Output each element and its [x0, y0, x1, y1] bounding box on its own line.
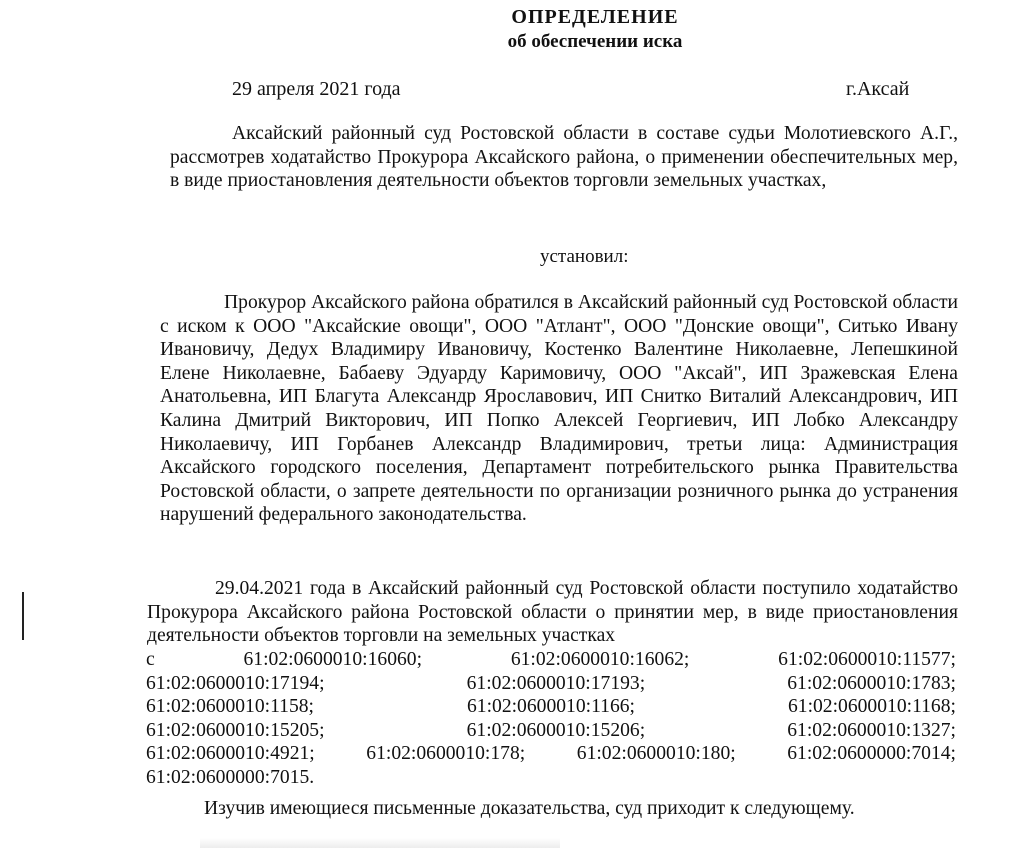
parcel-number: 61:02:0600010:17194;: [146, 672, 325, 694]
parcel-number: 61:02:0600010:16060;: [243, 649, 423, 670]
parcel-number: 61:02:0600010:1166;: [466, 696, 635, 718]
document-subtitle: об обеспечении иска: [507, 31, 683, 52]
document-date: 29 апреля 2021 года: [232, 78, 401, 100]
parcel-list: [146, 648, 956, 790]
parcel-number: 61:02:0600010:11577;: [778, 649, 956, 670]
parcel-row: [146, 695, 956, 719]
parcel-row: [146, 742, 956, 766]
parcel-number: 61:02:0600010:1168;: [787, 696, 956, 718]
paragraph-motion: 29.04.2021 года в Аксайский районный суд Ростовской области поступило ходатайство Прокурора Аксайского района Ростовской области о принятии мер, в виде приостановления деятельности объектов торговли на земельных участках: [147, 578, 958, 647]
paragraph-claim: Прокурор Аксайского района обратился в Аксайский районный суд Ростовской области с иском к ООО "Аксайские овощи", ООО "Атлант", ООО "Донские овощи", Ситько Ивану Ивановичу, Дедух Владимиру Ивановичу, Костенко Валентине Николаевне, Лепешкиной Елене Николаевне, Бабаеву Эдуарду Каримовичу, ООО "Аксай", ИП Зражевская Елена Анатольевна, ИП Благута Александр Ярославович, ИП Снитко Виталий Александрович, ИП Калина Дмитрий Викторович, ИП Попко Алексей Георгиевич, ИП Лобко Александру Николаевичу, ИП Горбанев Александр Владимирович, третьи лица: Администрация Аксайского городского поселения, Департамент потребительского рынка Правительства Ростовской области, о запрете деятельности по организации розничного рынка до устранения нарушений федерального законодательства.: [160, 292, 958, 526]
parcel-row: [146, 648, 956, 672]
document-title: ОПРЕДЕЛЕНИЕ: [511, 6, 679, 28]
parcel-number: 61:02:0600010:15206;: [466, 719, 646, 741]
parcel-prefix: с: [146, 649, 155, 670]
margin-mark: [22, 592, 24, 640]
parcel-number: 61:02:0600010:4921;: [146, 743, 315, 765]
parcel-number: 61:02:0600010:16062;: [510, 649, 690, 670]
parcel-number: 61:02:0600000:7014;: [787, 743, 956, 765]
paragraph-intro: Аксайский районный суд Ростовской области в составе судьи Молотиевского А.Г., рассмотрев ходатайство Прокурора Аксайского района, о применении обеспечительных мер, в виде приостановления деятельности объектов торговли земельных участках,: [170, 123, 958, 192]
parcel-number: 61:02:0600010:180;: [576, 743, 736, 765]
parcel-row: [146, 766, 956, 790]
section-heading: установил:: [540, 246, 629, 267]
parcel-row: [146, 672, 956, 696]
parcel-number: 61:02:0600000:7015.: [146, 766, 315, 788]
parcel-number: 61:02:0600010:1783;: [787, 672, 956, 694]
parcel-number: 61:02:0600010:178;: [366, 743, 526, 765]
parcel-number: 61:02:0600010:17193;: [466, 672, 646, 694]
parcel-number: 61:02:0600010:1158;: [146, 696, 315, 718]
parcel-row: [146, 719, 956, 743]
parcel-number: 61:02:0600010:1327;: [787, 719, 956, 741]
document-city: г.Аксай: [846, 78, 910, 100]
paragraph-conclusion: Изучив имеющиеся письменные доказательства, суд приходит к следующему.: [204, 798, 855, 819]
parcel-number: 61:02:0600010:15205;: [146, 719, 325, 741]
